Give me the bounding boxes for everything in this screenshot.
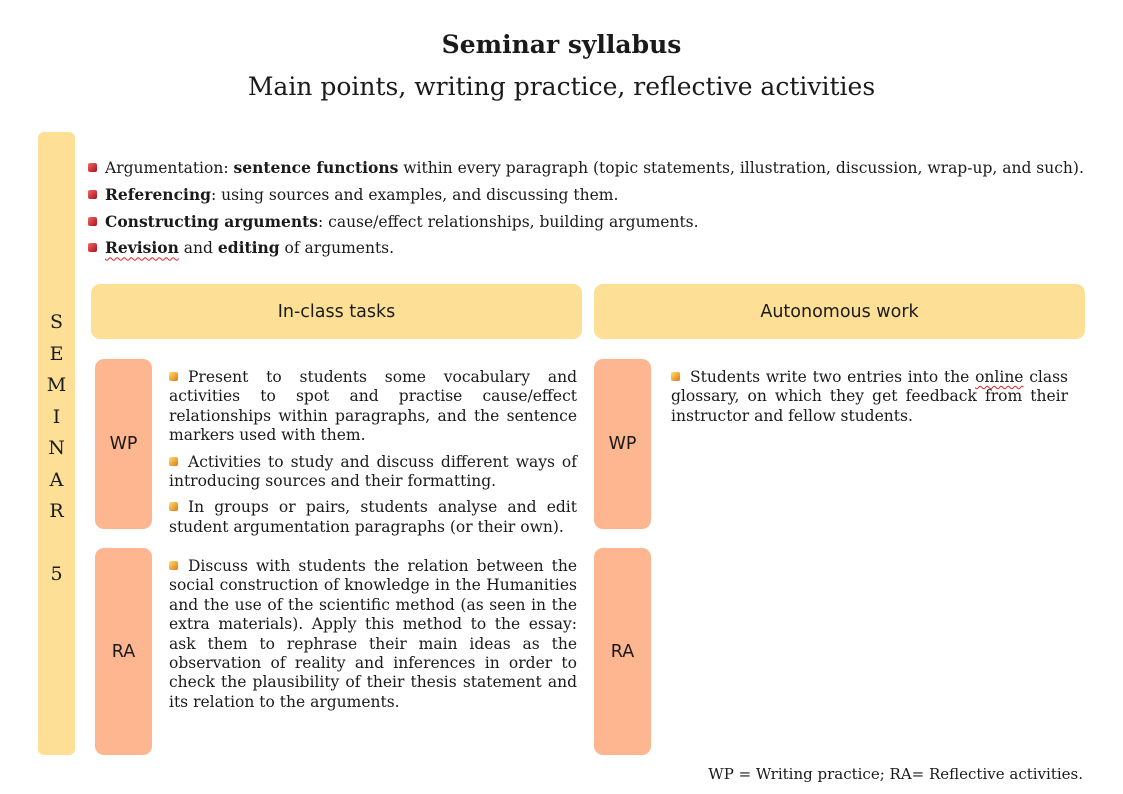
main-point (88, 235, 1084, 262)
point-bold: editing (217, 238, 280, 258)
orange-bullet-icon (169, 457, 178, 466)
side-letter: I (52, 405, 61, 428)
task-item (169, 453, 577, 492)
red-bullet-icon (88, 243, 97, 252)
main-point (88, 155, 1084, 182)
autonomous-wp-cell (671, 368, 1068, 433)
task-text: Present to students some vocabulary and activities to spot and practise cause/effect relationships within paragraphs, and the sentence markers used with them. (169, 368, 577, 445)
side-letter: M (46, 374, 67, 396)
point-bold: Constructing arguments (105, 211, 318, 231)
red-bullet-icon (88, 217, 97, 226)
autonomous-ra-tag (594, 548, 651, 755)
point-text: and (178, 239, 218, 258)
side-letter: S (49, 311, 64, 333)
point-text: Argumentation: (105, 159, 234, 177)
point-bold: Referencing (105, 184, 212, 204)
red-bullet-icon (88, 190, 97, 199)
task-text: Discuss with students the relation between the social construction of knowledge in the Humanities and the use of the scientific method (as seen in the extra materials). Apply this method to the essay: ask them to rephrase their main ideas as the observation of reality and inferences in order to check the plausibility of their thesis statement and its relation to the arguments. (169, 557, 577, 711)
task-item (169, 498, 577, 537)
red-bullet-icon (88, 163, 97, 172)
main-points-list (88, 155, 1084, 262)
task-text: In groups or pairs, students analyse and edit student argumentation paragraphs (or their own). (169, 498, 577, 536)
ra-label: RA (111, 641, 136, 662)
point-text: of arguments. (279, 239, 395, 258)
wp-label: WP (109, 434, 138, 454)
main-point (88, 209, 1084, 236)
inclass-ra-tag (95, 548, 152, 755)
task-text: class glossary, on which they get feedback from their instructor and fellow students. (671, 368, 1069, 425)
autonomous-header (594, 284, 1085, 339)
autonomous-wp-tag (594, 359, 651, 529)
orange-bullet-icon (671, 372, 680, 381)
orange-bullet-icon (169, 502, 178, 511)
point-text: within every paragraph (topic statements, illustration, discussion, wrap-up, and such). (398, 159, 1084, 177)
page-title: Seminar syllabus (441, 30, 682, 59)
inclass-header (91, 284, 582, 339)
seminar-side-bar (38, 132, 75, 755)
main-point (88, 182, 1084, 209)
task-item (671, 368, 1068, 426)
seminar-vertical-label (38, 307, 75, 591)
task-text: Students write two entries into the (690, 368, 976, 386)
side-letter: E (49, 342, 64, 365)
side-number: 5 (50, 563, 63, 585)
task-item (169, 368, 577, 446)
side-letter: N (48, 437, 65, 459)
inclass-ra-cell (169, 557, 577, 719)
point-bold: sentence functions (233, 158, 399, 177)
side-gap (38, 528, 75, 560)
point-text: : cause/effect relationships, building arguments. (318, 212, 699, 231)
side-letter: R (49, 500, 64, 522)
point-text: : using sources and examples, and discussing them. (211, 185, 619, 204)
autonomous-header-label: Autonomous work (760, 301, 919, 322)
footnote: WP = Writing practice; RA= Reflective activities. (708, 765, 1083, 783)
inclass-wp-cell (169, 368, 577, 544)
wp-label: WP (608, 434, 637, 454)
point-bold: Revision (105, 238, 179, 258)
inclass-wp-tag (95, 359, 152, 529)
ra-label: RA (610, 641, 635, 662)
page-subtitle: Main points, writing practice, reflective activities (247, 72, 876, 101)
side-letter: A (49, 468, 64, 491)
task-item (169, 557, 577, 712)
task-text-flagged: online (975, 368, 1024, 386)
orange-bullet-icon (169, 372, 178, 381)
task-text: Activities to study and discuss different ways of introducing sources and their formatting. (169, 452, 577, 491)
inclass-header-label: In-class tasks (277, 301, 396, 322)
orange-bullet-icon (169, 561, 178, 570)
